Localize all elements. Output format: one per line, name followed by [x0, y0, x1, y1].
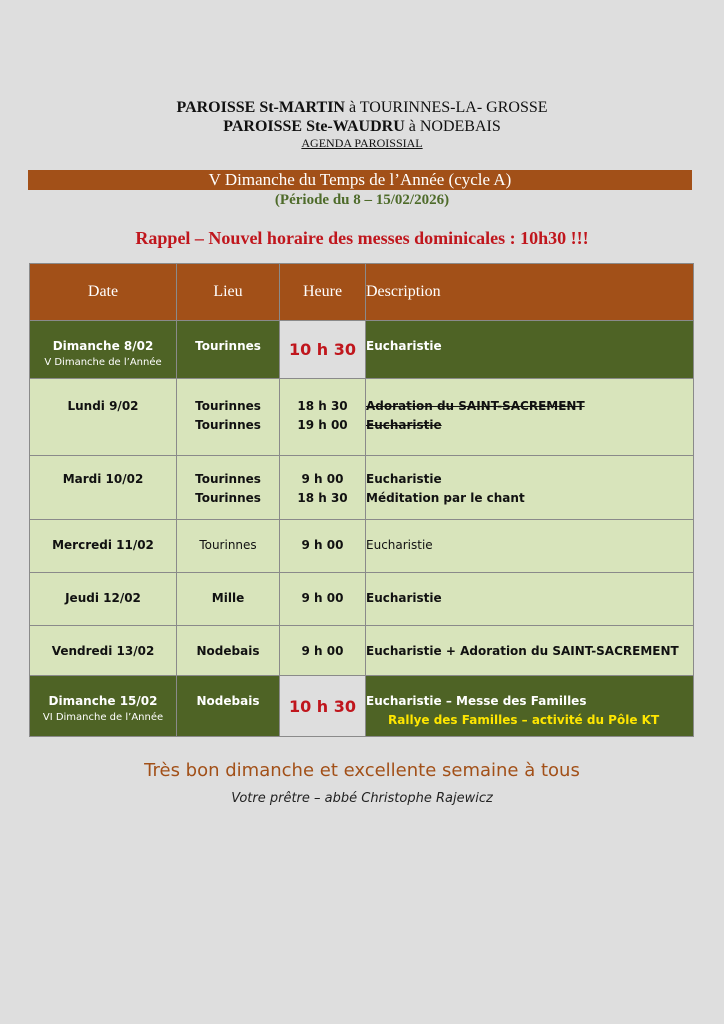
table-row [30, 520, 694, 573]
description-cell: Eucharistie + Adoration du SAINT-SACREMENT [366, 626, 694, 676]
description-cell: Eucharistie [366, 573, 694, 626]
parish-line-2: PAROISSE Ste-WAUDRU à NODEBAIS [223, 118, 501, 135]
lieu-cell: Nodebais [177, 676, 280, 737]
description-cell: Adoration du SAINT-SACREMENT Eucharistie [366, 379, 694, 456]
header-lieu: Lieu [177, 264, 280, 321]
table-header-row [30, 264, 694, 321]
table-row [30, 676, 694, 737]
table-row [30, 626, 694, 676]
agenda-table [29, 263, 694, 737]
lieu-cell: Tourinnes Tourinnes [177, 379, 280, 456]
lieu-cell: Nodebais [177, 626, 280, 676]
greeting-text: Très bon dimanche et excellente semaine à tous [144, 760, 580, 781]
description-cell: Eucharistie [366, 520, 694, 573]
table-row [30, 379, 694, 456]
header-heure: Heure [280, 264, 366, 321]
description-cell: Eucharistie [366, 321, 694, 379]
lieu-cell: Mille [177, 573, 280, 626]
lieu-cell: Tourinnes [177, 321, 280, 379]
heure-cell: 9 h 00 [280, 573, 366, 626]
table-row [30, 456, 694, 520]
table-row [30, 573, 694, 626]
date-cell: Dimanche 8/02 V Dimanche de l’Année [30, 321, 177, 379]
heure-cell: 9 h 00 [280, 626, 366, 676]
reminder-text: Rappel – Nouvel horaire des messes dominicales : 10h30 !!! [135, 228, 589, 248]
heure-cell: 9 h 00 [280, 520, 366, 573]
parish-line-1: PAROISSE St-MARTIN à TOURINNES-LA- GROSSE [176, 99, 548, 116]
date-cell: Jeudi 12/02 [30, 573, 177, 626]
highlight-note: Rallye des Familles – activité du Pôle KT [388, 713, 660, 727]
lieu-cell: Tourinnes Tourinnes [177, 456, 280, 520]
date-cell: Lundi 9/02 [30, 379, 177, 456]
date-cell: Mercredi 11/02 [30, 520, 177, 573]
date-cell: Vendredi 13/02 [30, 626, 177, 676]
parish-header [0, 98, 724, 151]
heure-cell: 18 h 30 19 h 00 [280, 379, 366, 456]
table-row [30, 321, 694, 379]
heure-cell: 10 h 30 [280, 321, 366, 379]
sunday-title-band: V Dimanche du Temps de l’Année (cycle A) [28, 170, 692, 190]
date-cell: Dimanche 15/02 VI Dimanche de l’Année [30, 676, 177, 737]
heure-cell: 9 h 00 18 h 30 [280, 456, 366, 520]
header-description: Description [366, 264, 694, 321]
description-cell: Eucharistie – Messe des Familles Rallye des Familles – activité du Pôle KT [366, 676, 694, 737]
header-date: Date [30, 264, 177, 321]
date-cell: Mardi 10/02 [30, 456, 177, 520]
description-cell: Eucharistie Méditation par le chant [366, 456, 694, 520]
signature-text: Votre prêtre – abbé Christophe Rajewicz [231, 791, 493, 806]
heure-cell: 10 h 30 [280, 676, 366, 737]
lieu-cell: Tourinnes [177, 520, 280, 573]
period-range: (Période du 8 – 15/02/2026) [274, 192, 450, 208]
agenda-title: AGENDA PAROISSIAL [301, 136, 423, 150]
